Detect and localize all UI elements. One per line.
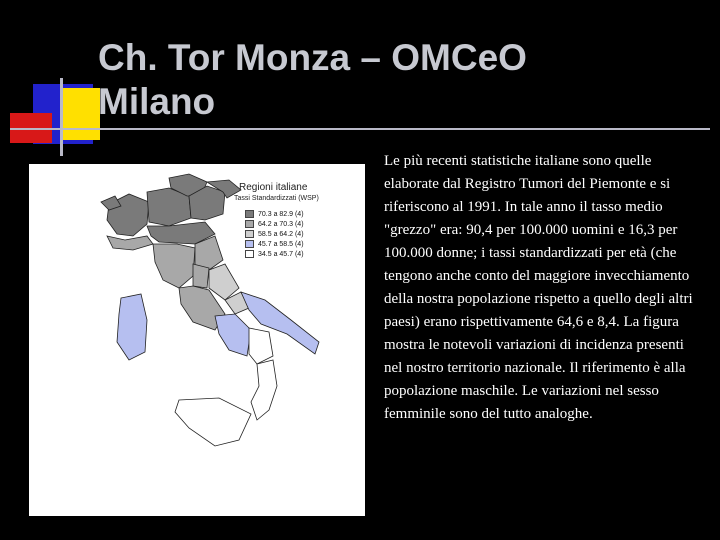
legend-item xyxy=(245,240,304,248)
legend-item xyxy=(245,250,304,258)
legend-subtitle: Tassi Standardizzati (WSP) xyxy=(234,195,319,202)
legend-label: 64.2 a 70.3 (4) xyxy=(258,220,304,228)
region-liguria xyxy=(107,236,153,250)
decor-vertical-line xyxy=(60,78,63,156)
legend-title: Regioni italiane xyxy=(239,182,308,193)
italy-map-figure xyxy=(29,164,365,516)
region-sardegna xyxy=(117,294,147,360)
legend-swatch xyxy=(245,250,254,258)
legend-swatch xyxy=(245,230,254,238)
legend-label: 45.7 a 58.5 (4) xyxy=(258,240,304,248)
legend-swatch xyxy=(245,210,254,218)
region-calabria xyxy=(251,360,277,420)
legend-label: 34.5 a 45.7 (4) xyxy=(258,250,304,258)
region-basilicata xyxy=(249,328,273,364)
region-abruzzo xyxy=(209,264,239,300)
region-umbria xyxy=(193,264,209,288)
legend-label: 70.3 a 82.9 (4) xyxy=(258,210,304,218)
legend-item xyxy=(245,220,304,228)
slide-title: Ch. Tor Monza – OMCeO Milano xyxy=(98,37,527,122)
legend-swatch xyxy=(245,220,254,228)
slide-body-text: Le più recenti statistiche italiane sono quelle elaborate dal Registro Tumori del Piemonte e si riferiscono al 1991. In tale anno il tasso medio "grezzo" era: 90,4 per 100.000 uomini e 16,3 per 100.000 donne; i tassi standardizzati per età (che tengono anche conto del maggiore invecchiamento della nostra popolazione rispetto a quello degli altri paesi) erano rispettivamente 64,6 e 8,4. La figura mostra le notevoli variazioni di incidenza presenti nel nostro territorio nazionale. Il riferimento è alla popolazione maschile. Le variazioni nel sesso femminile sono del tutto analoghe. xyxy=(384,153,693,422)
decor-yellow-square xyxy=(60,88,100,140)
legend-swatch xyxy=(245,240,254,248)
legend-item xyxy=(245,230,304,238)
legend-label: 58.5 a 64.2 (4) xyxy=(258,230,304,238)
region-campania xyxy=(215,314,251,356)
legend-item xyxy=(245,210,304,218)
italy-map xyxy=(29,164,365,516)
region-sicilia xyxy=(175,398,251,446)
region-toscana xyxy=(153,244,195,288)
decor-horizontal-line xyxy=(10,128,710,130)
